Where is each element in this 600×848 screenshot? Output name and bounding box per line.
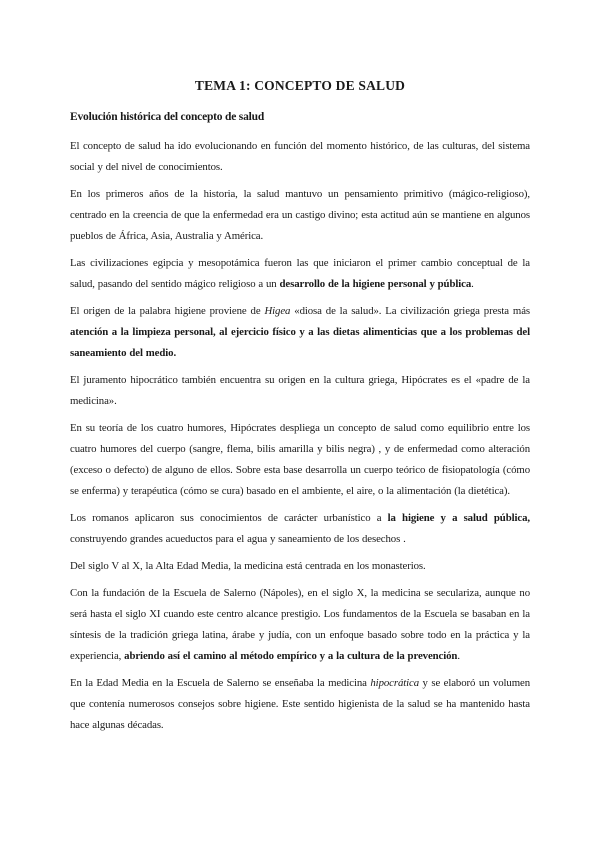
bold-text-run: desarrollo de la higiene personal y pública: [279, 278, 472, 290]
paragraph: [70, 673, 530, 736]
paragraph: [70, 556, 530, 577]
text-run: El concepto de salud ha ido evolucionando en función del momento histórico, de las culturas, del sistema social y del nivel de conocimientos.: [70, 140, 530, 173]
text-run: y se elaboró un volumen que contenía numerosos consejos sobre higiene. Este sentido higienista de la salud se ha mantenido hasta hace algunas décadas.: [70, 677, 530, 731]
text-run: Las civilizaciones egipcia y mesopotámica fueron las que iniciaron el primer cambio conceptual de la salud, pasando del sentido mágico religioso a un: [70, 257, 530, 290]
bold-text-run: abriendo así el camino al método empírico y a la cultura de la prevención: [124, 650, 458, 662]
text-run: Del siglo V al X, la Alta Edad Media, la medicina está centrada en los monasterios.: [70, 560, 426, 572]
italic-text-run: Higea: [264, 305, 291, 317]
text-run: El juramento hipocrático también encuentra su origen en la cultura griega, Hipócrates es el «padre de la medicina».: [70, 374, 530, 407]
paragraph: [70, 301, 530, 364]
document-body: [70, 136, 530, 736]
text-run: «diosa de la salud». La civilización griega presta más: [290, 305, 530, 317]
paragraph: [70, 136, 530, 178]
italic-text-run: hipocrática: [370, 677, 420, 689]
bold-text-run: atención a la limpieza personal, al ejercicio físico y a las dietas alimenticias que a los problemas del saneamiento del medio.: [70, 326, 530, 359]
paragraph: [70, 508, 530, 550]
paragraph: [70, 418, 530, 502]
text-run: En su teoría de los cuatro humores, Hipócrates despliega un concepto de salud como equilibrio entre los cuatro humores del cuerpo (sangre, flema, bilis amarilla y bilis negra) , y de enfermedad como alteración (exceso o defecto) de alguno de ellos. Sobre esta base desarrolla un cuerpo teórico de fisiopatología (cómo se enferma) y terapéutica (cómo se cura) basado en el ambiente, el aire, o la alimentación (la dietética).: [70, 422, 530, 497]
section-heading: Evolución histórica del concepto de salud: [70, 111, 265, 123]
paragraph: [70, 370, 530, 412]
text-run: construyendo grandes acueductos para el agua y saneamiento de los desechos .: [70, 533, 406, 545]
text-run: En los primeros años de la historia, la salud mantuvo un pensamiento primitivo (mágico-religioso), centrado en la creencia de que la enfermedad era un castigo divino; esta actitud aún se mantiene en algunos pueblos de África, Asia, Australia y América.: [70, 188, 530, 242]
text-run: Los romanos aplicaron sus conocimientos de carácter urbanístico a: [70, 512, 388, 524]
bold-text-run: la higiene y a salud pública,: [387, 512, 530, 524]
text-run: El origen de la palabra higiene proviene de: [70, 305, 265, 317]
text-run: .: [457, 650, 460, 662]
text-run: En la Edad Media en la Escuela de Salerno se enseñaba la medicina: [70, 677, 371, 689]
paragraph: [70, 583, 530, 667]
paragraph: [70, 184, 530, 247]
text-run: .: [471, 278, 474, 290]
paragraph: [70, 253, 530, 295]
text-run: Con la fundación de la Escuela de Salerno (Nápoles), en el siglo X, la medicina se seculariza, aunque no será hasta el siglo XI cuando este centro alcance prestigio. Los fundamentos de la Escuela se basaban en la síntesis de la tradición griega latina, árabe y judía, con un enfoque basado sobre todo en la práctica y la experiencia,: [70, 587, 530, 662]
document-title: TEMA 1: CONCEPTO DE SALUD: [194, 78, 406, 93]
